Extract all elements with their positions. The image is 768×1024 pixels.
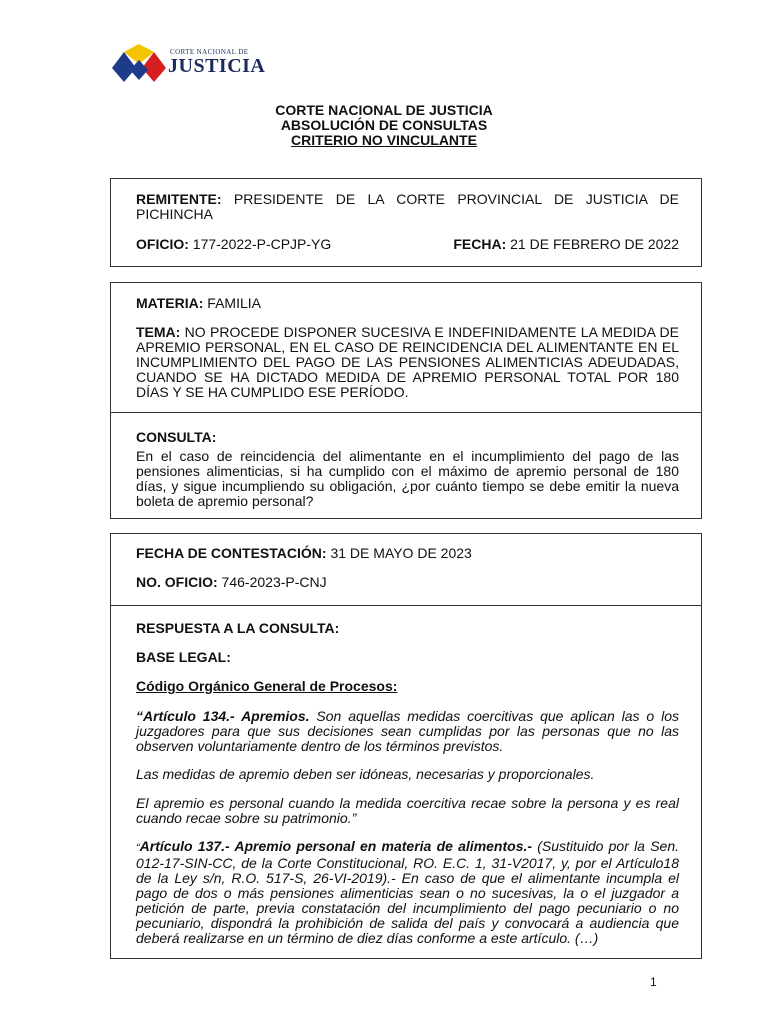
codigo-heading-text: Código Orgánico General de Procesos: bbox=[136, 678, 398, 694]
fecha-contestacion-value: 31 DE MAYO DE 2023 bbox=[326, 545, 472, 561]
art137-title: Artículo 137.- Apremio personal en materia de alimentos.- bbox=[139, 838, 533, 854]
respuesta-box bbox=[110, 533, 702, 959]
art134-paragraph-2 bbox=[136, 767, 679, 782]
logo-big-text: JUSTICIA bbox=[168, 55, 266, 77]
consulta-heading bbox=[136, 430, 679, 445]
oficio-value: 177-2022-P-CPJP-YG bbox=[188, 236, 332, 252]
page-number: 1 bbox=[650, 975, 657, 989]
court-emblem-icon bbox=[110, 42, 168, 84]
art137-text: (Sustituido por la Sen. 012-17-SIN-CC, de la Corte Constitucional, RO. E.C. 1, 31-V2017, y, por el Artículo18 de la Ley s/n, R.O. 517-S, 26-VI-2019).- En caso de que el alimentante incumpla el pago de dos o más pensiones alimenticias sean o no sucesivas, la o el juzgador a petición de parte, previa constatación del incumplimiento del pago pecuniario o no pecuniario, dispondrá la prohibición de salida del país y convocará a audiencia que deberá realizarse en un término de diez días conforme a este artículo. (…) bbox=[136, 838, 679, 946]
codigo-heading bbox=[136, 679, 679, 694]
no-oficio-value: 746-2023-P-CNJ bbox=[217, 574, 327, 590]
no-oficio-label: NO. OFICIO: bbox=[136, 574, 218, 590]
art134-text: Son aquellas medidas coercitivas que aplican las o los juzgadores para que sus decisiones sean cumplidas por las personas que no las observen voluntariamente dentro de los términos previstos. bbox=[136, 708, 679, 754]
materia-label: MATERIA: bbox=[136, 295, 204, 311]
remitente-box bbox=[110, 178, 702, 267]
no-oficio-line bbox=[136, 575, 679, 590]
consulta-text: En el caso de reincidencia del alimentante en el incumplimiento del pago de las pensiones alimenticias, si ha cumplido con el máximo de apremio personal de 180 días, y sigue incumpliendo su obligación, ¿por cuánto tiempo se debe emitir la nueva boleta de apremio personal? bbox=[136, 448, 679, 509]
court-logo bbox=[110, 42, 266, 84]
section-divider bbox=[111, 605, 701, 606]
fecha-contestacion-line bbox=[136, 546, 679, 561]
tema-paragraph bbox=[136, 325, 679, 400]
art134-paragraph-3 bbox=[136, 796, 679, 826]
oficio-label: OFICIO: bbox=[136, 236, 189, 252]
tema-value: NO PROCEDE DISPONER SUCESIVA E INDEFINIDAMENTE LA MEDIDA DE APREMIO PERSONAL, EN EL CASO DE REINCIDENCIA DEL ALIMENTANTE EN EL INCUMPLIMIENTO DEL PAGO DE LAS PENSIONES ALIMENTICIAS ADEUDADAS, CUANDO SE HA DICTADO MEDIDA DE APREMIO PERSONAL TOTAL POR 180 DÍAS Y SE HA CUMPLIDO ESE PERÍODO. bbox=[136, 324, 679, 400]
header-line-3: CRITERIO NO VINCULANTE bbox=[291, 132, 477, 148]
art137-paragraph bbox=[136, 839, 679, 946]
section-divider bbox=[111, 412, 701, 413]
remitente-value: PRESIDENTE DE LA CORTE PROVINCIAL DE JUSTICIA DE PICHINCHA bbox=[136, 191, 679, 222]
respuesta-heading-text: RESPUESTA A LA CONSULTA: bbox=[136, 620, 340, 636]
fecha-label: FECHA: bbox=[453, 236, 507, 252]
art137-open-quote: “ bbox=[136, 842, 140, 854]
materia-box bbox=[110, 282, 702, 519]
header-line-1: CORTE NACIONAL DE JUSTICIA bbox=[275, 102, 493, 118]
respuesta-heading bbox=[136, 621, 679, 636]
art134-p2-text: Las medidas de apremio deben ser idóneas, necesarias y proporcionales. bbox=[136, 766, 595, 782]
art134-paragraph bbox=[136, 709, 679, 754]
consulta-label: CONSULTA: bbox=[136, 429, 217, 445]
art134-p3-text: El apremio es personal cuando la medida coercitiva recae sobre la persona y es real cuando recae sobre su patrimonio.” bbox=[136, 795, 679, 826]
oficio-row bbox=[136, 236, 679, 252]
base-legal-heading bbox=[136, 650, 679, 665]
materia-value: FAMILIA bbox=[203, 295, 261, 311]
remitente-line bbox=[136, 192, 679, 222]
fecha-value: 21 DE FEBRERO DE 2022 bbox=[506, 236, 679, 252]
logo-small-text: CORTE NACIONAL DE bbox=[170, 48, 249, 56]
tema-label: TEMA: bbox=[136, 324, 181, 340]
remitente-label: REMITENTE: bbox=[136, 191, 222, 207]
art134-title: “Artículo 134.- Apremios. bbox=[136, 708, 310, 724]
base-legal-heading-text: BASE LEGAL: bbox=[136, 649, 231, 665]
document-header bbox=[0, 103, 768, 148]
materia-line bbox=[136, 296, 679, 311]
header-line-2: ABSOLUCIÓN DE CONSULTAS bbox=[280, 117, 488, 133]
fecha-contestacion-label: FECHA DE CONTESTACIÓN: bbox=[136, 545, 327, 561]
